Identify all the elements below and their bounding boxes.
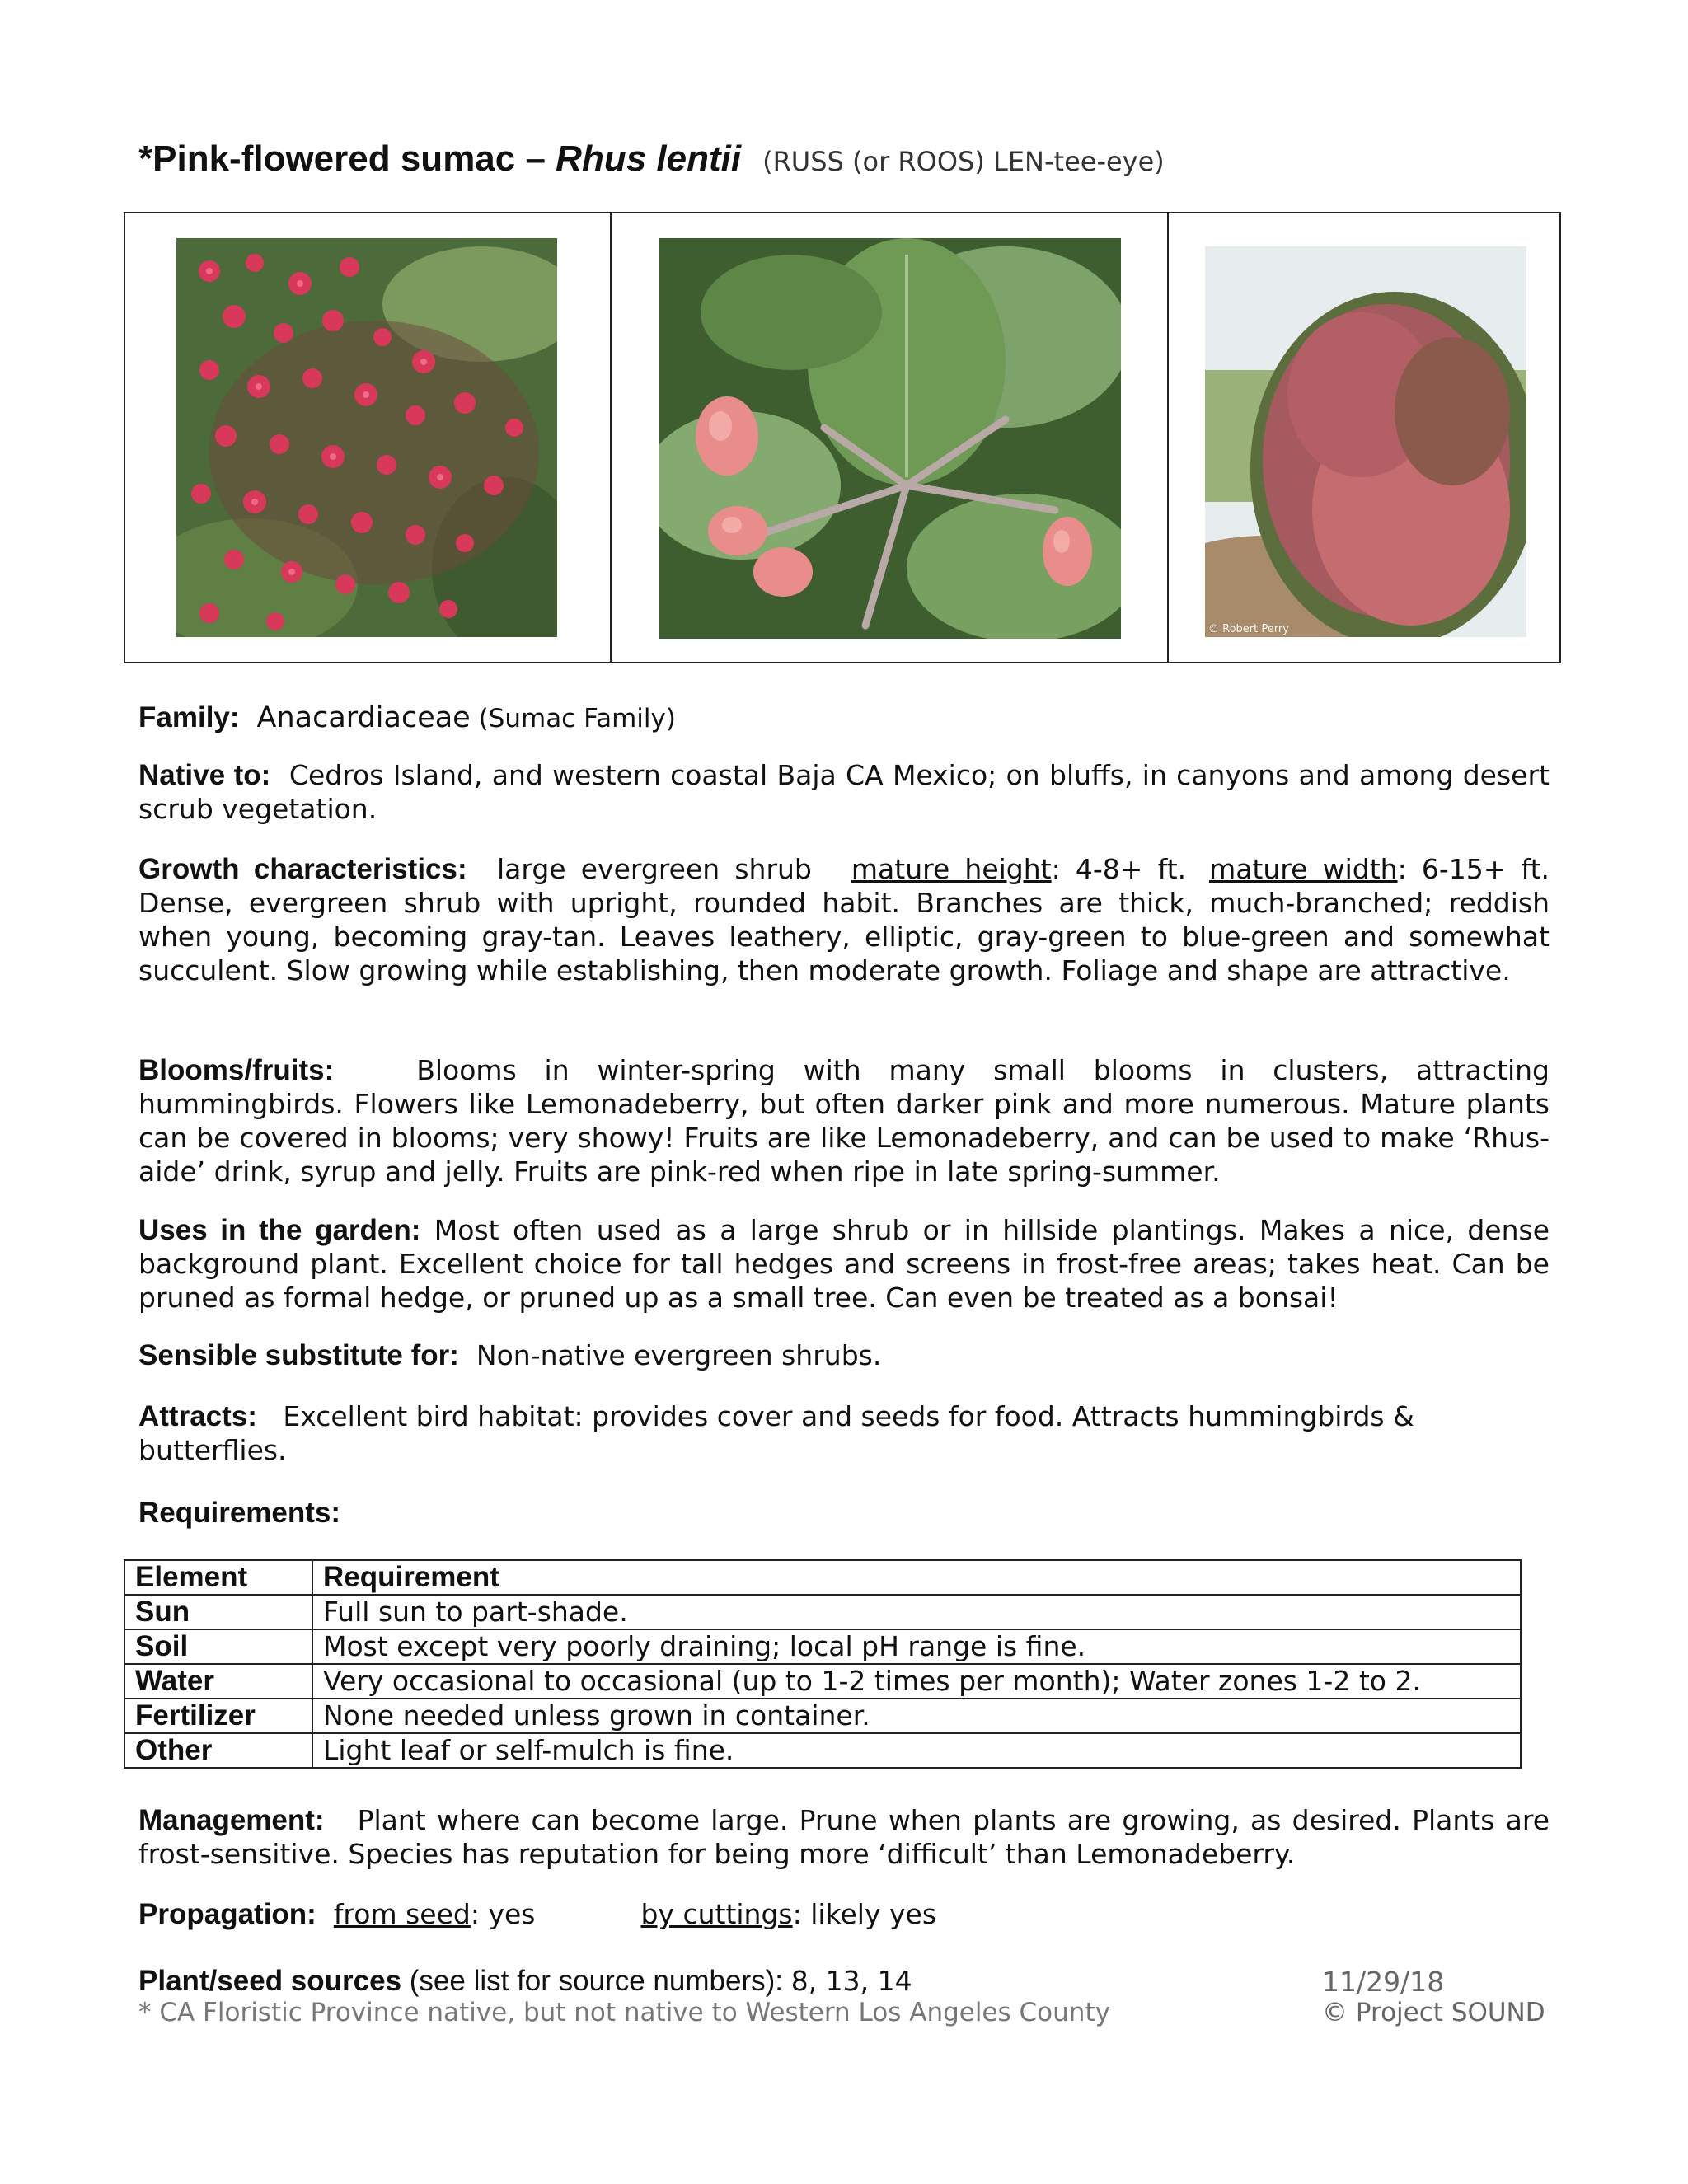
fruit-and-leaves-photo: [659, 238, 1121, 639]
photo-credit: © Robert Perry: [1208, 623, 1289, 635]
row-element: Water: [124, 1664, 312, 1699]
uses-label: Uses in the garden:: [138, 1214, 421, 1246]
row-element: Fertilizer: [124, 1699, 312, 1733]
shrub-photo: [1205, 246, 1526, 637]
native-section: [138, 758, 1550, 826]
native-text: Cedros Island, and western coastal Baja CA Mexico; on bluffs, in canyons and among desert scrub vegetation.: [138, 759, 1550, 825]
flower-cluster-photo: [176, 238, 557, 637]
page-title: [138, 138, 1165, 180]
attracts-text: Excellent bird habitat: provides cover and seeds for food. Attracts hummingbirds & butterflies.: [138, 1400, 1414, 1466]
mature-width-value: : 6-15+ ft.: [1397, 853, 1550, 885]
row-requirement: Full sun to part-shade.: [312, 1595, 1521, 1629]
growth-label: Growth characteristics:: [138, 853, 467, 885]
table-row: [124, 1629, 1521, 1664]
growth-type: large evergreen shrub: [496, 853, 812, 885]
substitute-label: Sensible substitute for:: [138, 1339, 459, 1371]
row-requirement: Very occasional to occasional (up to 1-2 times per month); Water zones 1-2 to 2.: [312, 1664, 1521, 1699]
header-requirement: Requirement: [312, 1560, 1521, 1595]
header-element: Element: [124, 1560, 312, 1595]
photo-table: [124, 212, 1561, 663]
table-row: [124, 1733, 1521, 1768]
family-value: Anacardiaceae: [256, 701, 471, 734]
row-requirement: Most except very poorly draining; local pH range is fine.: [312, 1629, 1521, 1664]
from-seed-value: : yes: [470, 1898, 536, 1930]
uses-text: Most often used as a large shrub or in hillside plantings. Makes a nice, dense background plant. Excellent choice for tall hedges and screens in frost-free areas; takes heat. Can be pruned as formal hedge, or pruned up as a small tree. Can even be treated as a bonsai!: [138, 1214, 1550, 1314]
growth-text: Dense, evergreen shrub with upright, rounded habit. Branches are thick, much-branched; reddish when young, becoming gray-tan. Leaves leathery, elliptic, gray-green to blue-green and somewhat succulent. Slow growing while establishing, then moderate growth. Foliage and shape are attractive.: [138, 887, 1550, 987]
table-row: [124, 1699, 1521, 1733]
attracts-section: [138, 1399, 1490, 1467]
mature-height-value: : 4-8+ ft.: [1051, 853, 1187, 885]
propagation-label: Propagation:: [138, 1898, 316, 1930]
sources-section: [138, 1964, 1292, 1998]
row-element: Sun: [124, 1595, 312, 1629]
management-label: Management:: [138, 1804, 325, 1836]
photo-cell-fruits: [612, 213, 1169, 662]
blooms-text: Blooms in winter-spring with many small blooms in clusters, attracting hummingbirds. Flowers like Lemonadeberry, but often darker pink and more numerous. Mature plants can be covered in blooms; very showy! Fruits are like Lemonadeberry, and can be used to make ‘Rhus-aide’ drink, syrup and jelly. Fruits are pink-red when ripe in late spring-summer.: [138, 1054, 1550, 1188]
attracts-label: Attracts:: [138, 1400, 257, 1432]
sources-label: Plant/seed sources: [138, 1965, 402, 1997]
propagation-section: [138, 1897, 1550, 1931]
requirements-table: [124, 1559, 1522, 1769]
family-label: Family:: [138, 701, 240, 733]
table-row: [124, 1664, 1521, 1699]
family-note: (Sumac Family): [470, 704, 676, 733]
management-text: Plant where can become large. Prune when plants are growing, as desired. Plants are frost-sensitive. Species has reputation for being more ‘difficult’ than Lemonadeberry.: [138, 1804, 1550, 1870]
substitute-text: Non-native evergreen shrubs.: [476, 1339, 882, 1371]
row-requirement: None needed unless grown in container.: [312, 1699, 1521, 1733]
family-section: [138, 701, 1550, 736]
photo-cell-flowers: [125, 213, 612, 662]
uses-section: [138, 1213, 1550, 1315]
requirements-heading: [138, 1496, 1550, 1530]
substitute-section: [138, 1338, 1550, 1372]
from-seed-label: from seed: [333, 1898, 471, 1930]
row-element: Other: [124, 1733, 312, 1768]
by-cuttings-label: by cuttings: [640, 1898, 793, 1930]
mature-height-label: mature height: [851, 853, 1052, 885]
requirements-label: Requirements:: [138, 1497, 341, 1529]
table-header-row: [124, 1560, 1521, 1595]
photo-cell-shrub: [1169, 213, 1561, 662]
scientific-name: Rhus lentii: [556, 138, 742, 179]
revision-date: 11/29/18: [1322, 1966, 1445, 1998]
management-section: [138, 1803, 1550, 1871]
sources-numbers: 8, 13, 14: [790, 1965, 912, 1997]
blooms-section: [138, 1053, 1550, 1188]
table-row: [124, 1595, 1521, 1629]
blooms-label: Blooms/fruits:: [138, 1054, 335, 1086]
growth-section: [138, 852, 1550, 987]
row-requirement: Light leaf or self-mulch is fine.: [312, 1733, 1521, 1768]
footnote: * CA Floristic Province native, but not native to Western Los Angeles County: [138, 1998, 1110, 2027]
common-name: *Pink-flowered sumac –: [138, 138, 556, 179]
mature-width-label: mature width: [1209, 853, 1398, 885]
pronunciation: (RUSS (or ROOS) LEN-tee-eye): [762, 146, 1165, 177]
by-cuttings-value: : likely yes: [792, 1898, 937, 1930]
native-label: Native to:: [138, 759, 271, 791]
sources-note: (see list for source numbers):: [401, 1965, 791, 1997]
row-element: Soil: [124, 1629, 312, 1664]
copyright: © Project SOUND: [1322, 1998, 1545, 2027]
